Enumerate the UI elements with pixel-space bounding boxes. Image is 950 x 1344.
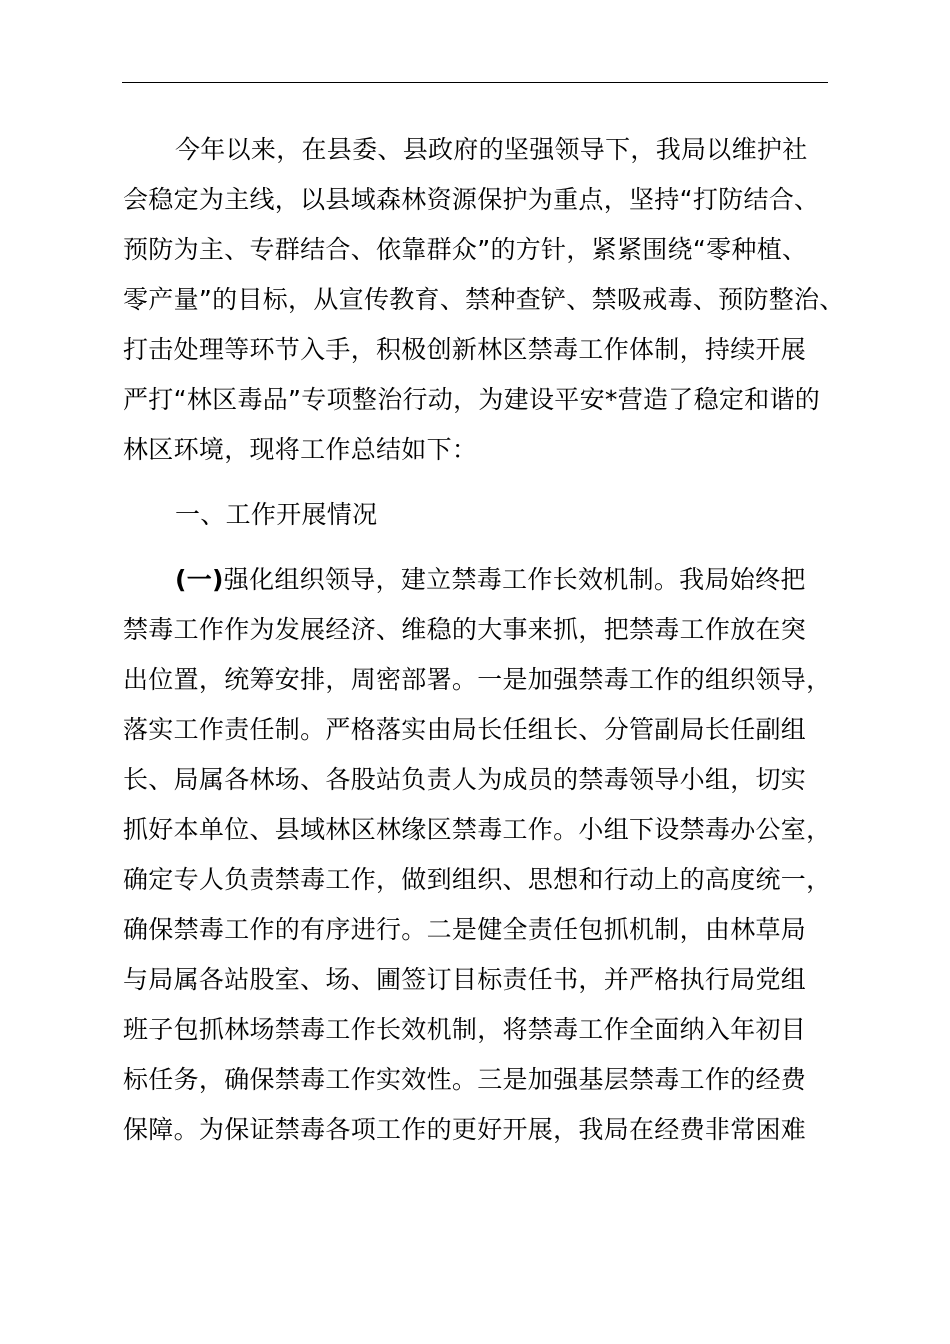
body-line-4: 长、局属各林场、各股站负责人为成员的禁毒领导小组，切实 (123, 765, 807, 794)
intro-line-2: 会稳定为主线，以县域森林资源保护为重点，坚持“打防结合、 (123, 185, 820, 214)
body-line-2: 出位置，统筹安排，周密部署。一是加强禁毒工作的组织领导， (123, 665, 832, 694)
body-line-1: 禁毒工作作为发展经济、维稳的大事来抓，把禁毒工作放在突 (123, 615, 807, 644)
intro-line-6: 严打“林区毒品”专项整治行动，为建设平安*营造了稳定和谐的 (123, 385, 821, 414)
intro-line-3: 预防为主、专群结合、依靠群众”的方针，紧紧围绕“零种植、 (123, 235, 808, 264)
section-heading: 一、工作开展情况 (175, 500, 378, 529)
body-line-10: 标任务，确保禁毒工作实效性。三是加强基层禁毒工作的经费 (123, 1065, 807, 1094)
subsection-title: 强化组织领导，建立禁毒工作长效机制。我局始终把 (223, 565, 806, 594)
body-line-9: 班子包抓林场禁毒工作长效机制，将禁毒工作全面纳入年初目 (123, 1015, 807, 1044)
intro-line-1: 今年以来，在县委、县政府的坚强领导下，我局以维护社 (175, 135, 808, 164)
intro-line-5: 打击处理等环节入手，积极创新林区禁毒工作体制，持续开展 (123, 335, 807, 364)
body-line-8: 与局属各站股室、场、圃签订目标责任书，并严格执行局党组 (123, 965, 807, 994)
body-line-11: 保障。为保证禁毒各项工作的更好开展，我局在经费非常困难 (123, 1115, 807, 1144)
body-line-5: 抓好本单位、县域林区林缘区禁毒工作。小组下设禁毒办公室， (123, 815, 832, 844)
body-line-7: 确保禁毒工作的有序进行。二是健全责任包抓机制，由林草局 (123, 915, 807, 944)
intro-line-7: 林区环境，现将工作总结如下： (123, 435, 478, 464)
subsection-1-first-line (175, 560, 806, 600)
body-line-3: 落实工作责任制。严格落实由局长任组长、分管副局长任副组 (123, 715, 807, 744)
subsection-marker: (一) (175, 565, 224, 594)
intro-line-4: 零产量”的目标，从宣传教育、禁种查铲、禁吸戒毒、预防整治、 (123, 285, 845, 314)
body-line-6: 确定专人负责禁毒工作，做到组织、思想和行动上的高度统一， (123, 865, 832, 894)
header-rule (122, 82, 828, 83)
